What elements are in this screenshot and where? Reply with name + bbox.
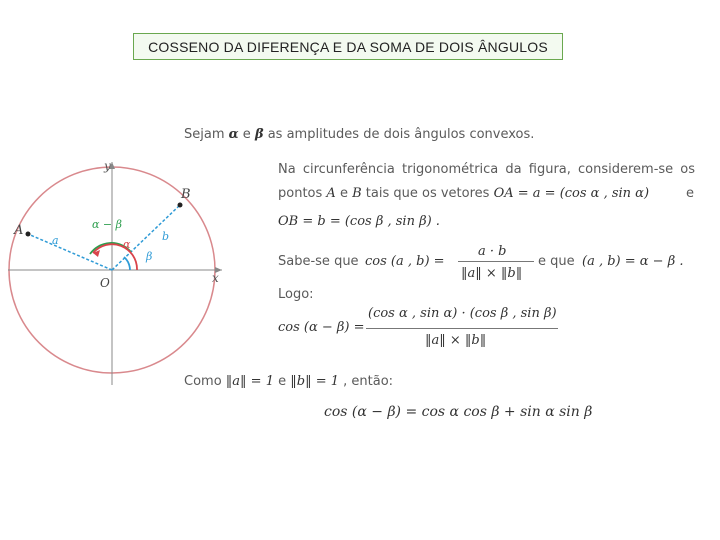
beta-symbol: β — [254, 127, 264, 142]
angle-label-alpha: α — [123, 238, 131, 251]
eq-denominator: ‖a‖ × ‖b‖ — [425, 333, 487, 348]
angle-label-beta: β — [146, 250, 153, 263]
logo-text: Logo: — [278, 287, 314, 302]
para1-vetores: tais que os vetores — [365, 186, 490, 201]
para2-e-que: e que — [538, 254, 575, 269]
para2-sabe-se: Sabe-se que — [278, 254, 359, 269]
para1-OB-formula: OB = b = (cos β , sin β) . — [278, 214, 440, 229]
para2-cos-angle: cos (a , b) = — [365, 254, 445, 269]
point-label-B: B — [181, 187, 191, 202]
point-A — [26, 232, 31, 237]
para1-line1: Na circunferência trigonométrica da figura, considerem-se os — [278, 162, 696, 177]
point-label-A: A — [14, 223, 24, 238]
para1-pontos: pontos — [278, 186, 323, 201]
como-text: Como — [184, 374, 222, 389]
norm-b-eq: ‖b‖ = 1 — [290, 374, 340, 389]
para1-e: e — [339, 186, 348, 201]
para2-frac-den: ‖a‖ × ‖b‖ — [461, 266, 523, 281]
arc-beta — [124, 257, 130, 270]
axis-label-x: x — [212, 271, 219, 285]
eq-numerator: (cos α , sin α) · (cos β , sin β) — [368, 306, 557, 321]
axis-label-y: y — [104, 159, 111, 173]
para1-OA-formula: OA = a = (cos α , sin α) — [493, 186, 650, 201]
eq-lhs: cos (α − β) = — [278, 320, 365, 335]
origin-label-O: O — [100, 276, 110, 290]
para1-A: A — [326, 186, 336, 201]
como-e: e — [278, 374, 287, 389]
final-identity: cos (α − β) = cos α cos β + sin α sin β — [324, 404, 593, 420]
intro-text-2: as amplitudes de dois ângulos convexos. — [267, 127, 535, 142]
como-entao: , então: — [343, 374, 394, 389]
angle-label-alpha-minus-beta: α − β — [92, 218, 122, 231]
para1-B: B — [352, 186, 362, 201]
para2-frac-num: a · b — [478, 244, 507, 259]
eq-frac-line — [366, 328, 558, 329]
para2-angle-eq: (a , b) = α − β . — [582, 254, 684, 269]
intro-e: e — [242, 127, 251, 142]
intro-text-1: Sejam — [184, 127, 225, 142]
slide-title: COSSENO DA DIFERENÇA E DA SOMA DE DOIS ÂNGULOS — [133, 33, 563, 60]
alpha-symbol: α — [228, 127, 239, 142]
norm-a-eq: ‖a‖ = 1 — [225, 374, 274, 389]
para2-frac-line — [458, 261, 534, 262]
point-B — [178, 203, 183, 208]
vector-label-a: a — [52, 234, 59, 247]
unit-circle-figure — [0, 150, 235, 390]
vector-label-b: b — [162, 230, 170, 243]
para1-e2: e — [686, 186, 694, 201]
